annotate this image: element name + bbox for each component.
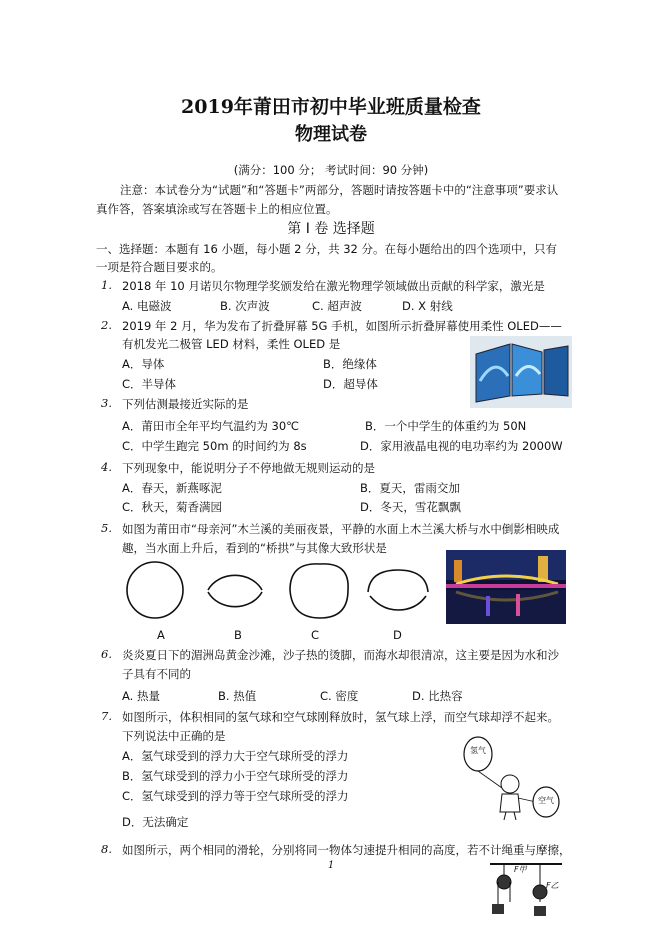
q2-text-1: 2019 年 2 月，华为发布了折叠屏幕 5G 手机，如图所示折叠屏幕使用柔性 OLED—— — [122, 319, 562, 333]
section-title: 第 I 卷 选择题 — [287, 221, 375, 237]
q3-text: 下列估测最接近实际的是 — [122, 397, 249, 411]
q8-number: 8. — [101, 842, 112, 856]
q2-option-d: D．超导体 — [323, 377, 378, 391]
q5-label-d: D — [393, 628, 402, 642]
shape-c-upper — [290, 564, 348, 590]
q6-option-a: A. 热量 — [122, 689, 160, 703]
q5-label-b: B — [234, 628, 242, 642]
q3-option-d: D．家用液晶电视的电功率约为 2000W — [360, 439, 563, 453]
q6-option-d: D. 比热容 — [412, 689, 463, 703]
instructions-line-1: 一、选择题：本题有 16 小题，每小题 2 分，共 32 分。在每小题给出的四个选项中，只有 — [96, 242, 558, 256]
q5-label-a: A — [157, 628, 165, 642]
shape-b-lower — [208, 592, 262, 607]
q7-option-c: C．氢气球受到的浮力等于空气球所受的浮力 — [122, 789, 349, 803]
foldable-phone-image — [470, 336, 572, 408]
q3-option-c: C．中学生跑完 50m 的时间约为 8s — [122, 439, 307, 453]
q2-option-b: B．绝缘体 — [323, 357, 377, 371]
q6-number: 6. — [101, 647, 112, 661]
q5-text-2: 趣，当水面上升后，看到的“桥拱”与其像大致形状是 — [122, 541, 387, 555]
shape-d-upper — [368, 570, 428, 592]
q6-option-b: B. 热值 — [218, 689, 257, 703]
q7-text-1: 如图所示，体积相同的氢气球和空气球刚释放时，氢气球上浮，而空气球却浮不起来。 — [122, 710, 559, 724]
q2-text-2: 有机发光二极管 LED 材料，柔性 OLED 是 — [122, 337, 341, 351]
q5-number: 5. — [101, 521, 112, 535]
q1-option-a: A. 电磁波 — [122, 299, 172, 313]
q4-option-d: D．冬天，雪花飘飘 — [360, 500, 461, 514]
paper-subtitle: 物理试卷 — [295, 124, 367, 145]
q3-number: 3. — [101, 396, 112, 410]
q2-number: 2. — [101, 318, 112, 332]
balloon-hydrogen-label: 氢气 — [470, 746, 486, 755]
q1-option-d: D. X 射线 — [402, 299, 453, 313]
arch-shape-options — [120, 560, 430, 622]
q4-text: 下列现象中，能说明分子不停地做无规则运动的是 — [122, 461, 375, 475]
q7-option-a: A．氢气球受到的浮力大于空气球所受的浮力 — [122, 749, 349, 763]
q3-option-a: A．莆田市全年平均气温约为 30℃ — [122, 419, 300, 433]
q7-number: 7. — [101, 709, 112, 723]
q1-option-c: C. 超声波 — [312, 299, 362, 313]
notice-line-2: 真作答，答案填涂或写在答题卡上的相应位置。 — [96, 202, 338, 216]
q5-text-1: 如图为莆田市“母亲河”木兰溪的美丽夜景，平静的水面上木兰溪大桥与水中倒影相映成 — [122, 522, 560, 536]
q8-text-1: 如图所示，两个相同的滑轮，分别将同一物体匀速提升相同的高度，若不计绳重与摩擦， — [122, 843, 571, 857]
q7-option-b: B．氢气球受到的浮力小于空气球所受的浮力 — [122, 769, 349, 783]
mulan-river-night-image — [446, 550, 566, 624]
q6-text-1: 炎炎夏日下的湄洲岛黄金沙滩，沙子热的烫脚，而海水却很清凉，这主要是因为水和沙 — [122, 648, 559, 662]
shape-b-upper — [208, 575, 262, 590]
q2-option-c: C．半导体 — [122, 377, 177, 391]
q4-option-c: C．秋天，菊香满园 — [122, 500, 223, 514]
q1-number: 1. — [101, 278, 112, 292]
q7-option-d: D．无法确定 — [122, 815, 189, 829]
shape-d-lower — [370, 596, 426, 610]
exam-meta: (满分：100 分； 考试时间：90 分钟) — [233, 163, 429, 177]
force-f2-label: F乙 — [546, 881, 559, 890]
instructions-line-2: 一项是符合题目要求的。 — [96, 260, 223, 274]
q1-option-b: B. 次声波 — [220, 299, 270, 313]
notice-line-1: 注意：本试卷分为“试题”和“答题卡”两部分，答题时请按答题卡中的“注意事项”要求认 — [120, 183, 559, 197]
q3-option-b: B．一个中学生的体重约为 50N — [365, 419, 527, 433]
balloon-air-label: 空气 — [538, 796, 554, 805]
q6-text-2: 子具有不同的 — [122, 667, 191, 681]
shape-c-lower — [290, 590, 348, 618]
shape-a-circle — [127, 562, 183, 618]
q4-number: 4. — [101, 460, 112, 474]
q5-label-c: C — [311, 628, 320, 642]
q6-option-c: C. 密度 — [320, 689, 359, 703]
q2-option-a: A．导体 — [122, 357, 165, 371]
page-number: 1 — [327, 860, 335, 871]
force-f1-label: F甲 — [514, 865, 527, 874]
q4-option-b: B．夏天，雷雨交加 — [360, 481, 460, 495]
q7-text-2: 下列说法中正确的是 — [122, 729, 226, 743]
q4-option-a: A．春天，新燕啄泥 — [122, 481, 222, 495]
q1-text: 2018 年 10 月诺贝尔物理学奖颁发给在激光物理学领域做出贡献的科学家，激光是 — [122, 279, 545, 293]
paper-title: 2019年莆田市初中毕业班质量检查 — [181, 96, 481, 118]
